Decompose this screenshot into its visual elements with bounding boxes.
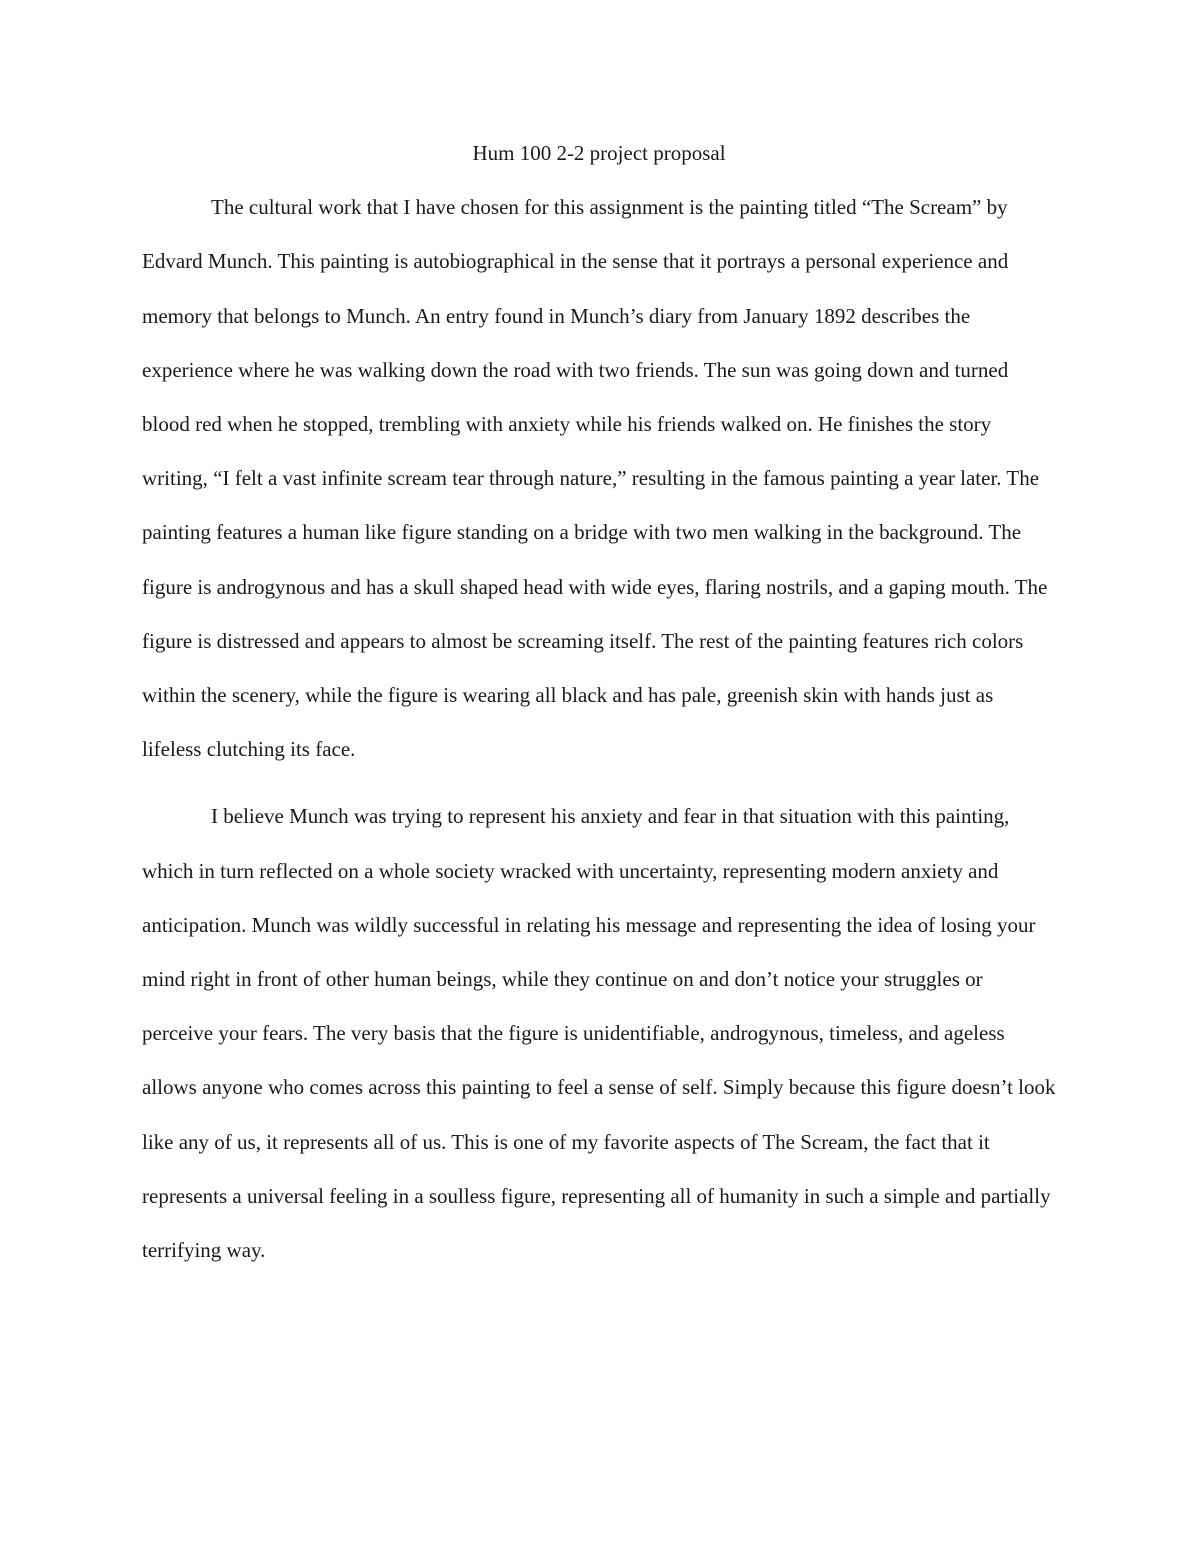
paragraph-2: I believe Munch was trying to represent his anxiety and fear in that situation with this painting, which in turn reflected on a whole society wracked with uncertainty, representing modern anxiety and anticipation. Munch was wildly successful in relating his message and representing the idea of losing your mind right in front of other human beings, while they continue on and don’t notice your struggles or perceive your fears. The very basis that the figure is unidentifiable, androgynous, timeless, and ageless allows anyone who comes across this painting to feel a sense of self. Simply because this figure doesn’t look like any of us, it represents all of us. This is one of my favorite aspects of The Scream, the fact that it represents a universal feeling in a soulless figure, representing all of humanity in such a simple and partially terrifying way.: [142, 804, 1056, 1263]
document-body: [142, 126, 1056, 1277]
document-title: Hum 100 2-2 project proposal: [472, 141, 726, 165]
paragraph-1: The cultural work that I have chosen for this assignment is the painting titled “The Scream” by Edvard Munch. This painting is autobiographical in the sense that it portrays a personal experience and memory that belongs to Munch. An entry found in Munch’s diary from January 1892 describes the experience where he was walking down the road with two friends. The sun was going down and turned blood red when he stopped, trembling with anxiety while his friends walked on. He finishes the story writing, “I felt a vast infinite scream tear through nature,” resulting in the famous painting a year later. The painting features a human like figure standing on a bridge with two men walking in the background. The figure is androgynous and has a skull shaped head with wide eyes, flaring nostrils, and a gaping mouth. The figure is distressed and appears to almost be screaming itself. The rest of the painting features rich colors within the scenery, while the figure is wearing all black and has pale, greenish skin with hands just as lifeless clutching its face.: [142, 195, 1048, 762]
